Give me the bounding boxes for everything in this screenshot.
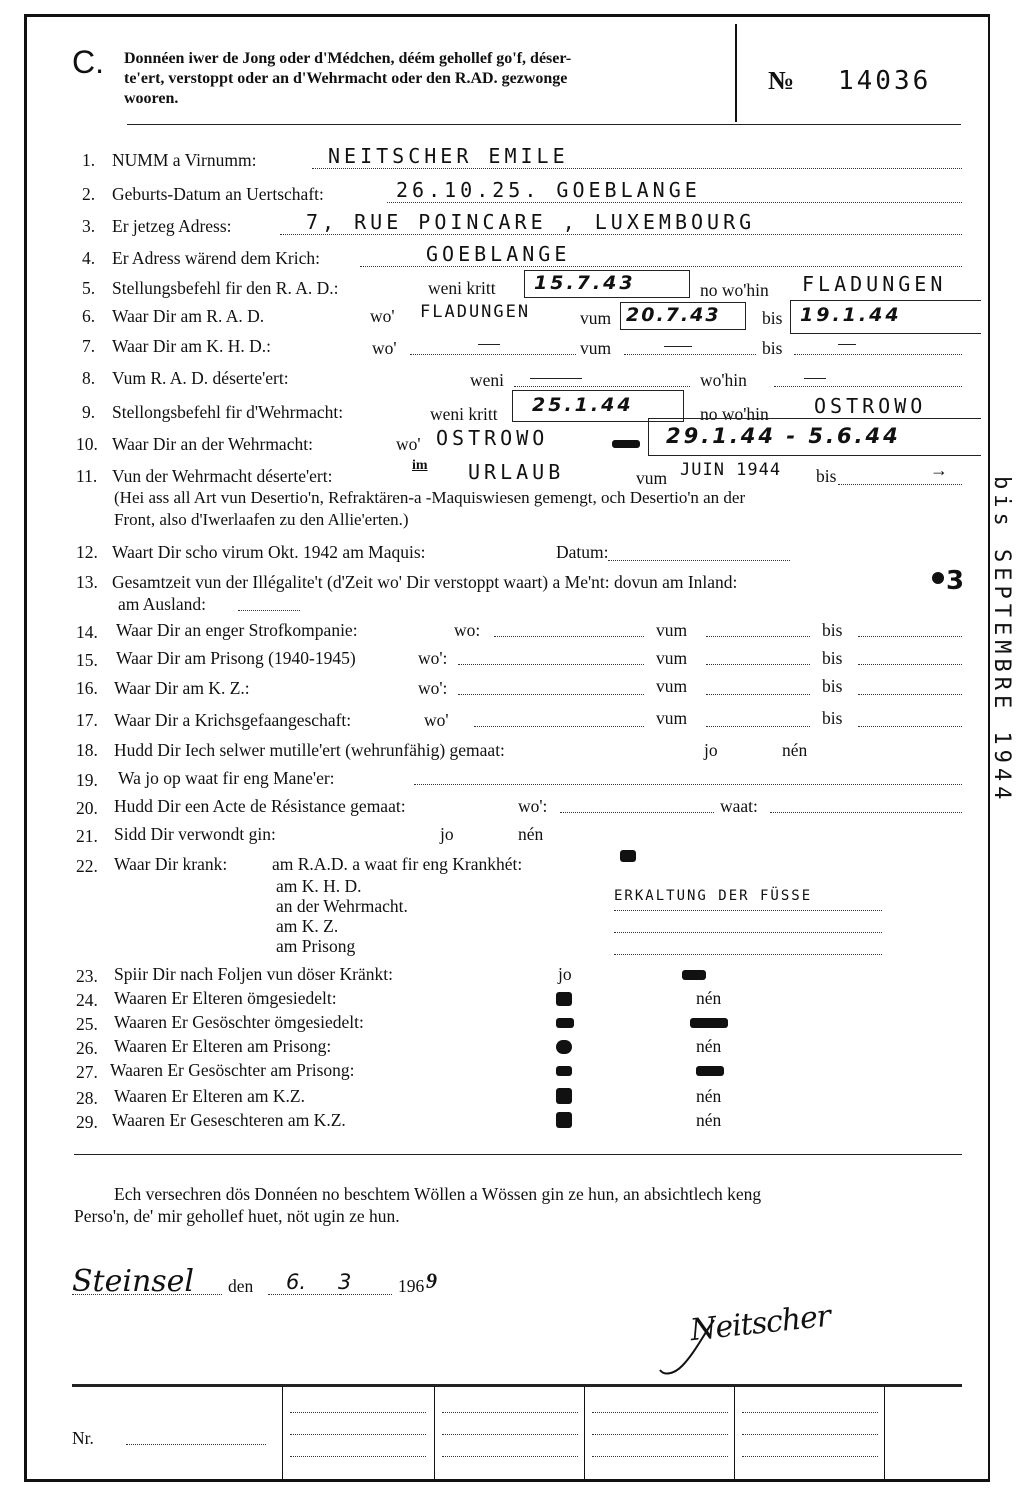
row-27-label: Waaren Er Gesöschter am Prisong: (110, 1060, 355, 1080)
row-19-line (414, 784, 962, 785)
row-11-im: im (412, 458, 428, 473)
footer-col-1 (282, 1386, 283, 1482)
footer-c5-line-3 (742, 1456, 878, 1457)
row-22-line-a (614, 910, 882, 911)
row-25-blot-b (690, 1018, 728, 1028)
row-2-label: Geburts-Datum an Uertschaft: (112, 184, 324, 204)
row-11-label: Vun der Wehrmacht déserte'ert: (112, 466, 333, 486)
row-19-num: 19. (76, 770, 98, 790)
row-7-line-c (794, 354, 962, 355)
row-10-num: 10. (76, 434, 98, 454)
row-16-bis: bis (822, 676, 843, 696)
row-15-line-b (706, 664, 810, 665)
row-24-blot (556, 992, 572, 1006)
footer-c2-line-2 (290, 1434, 426, 1435)
row-8-wohin: wo'hin (700, 370, 747, 390)
footer-rule (72, 1384, 962, 1387)
row-14-label: Waar Dir an enger Strofkompanie: (116, 620, 358, 640)
row-25-num: 25. (76, 1014, 98, 1034)
row-15-vum: vum (656, 648, 688, 668)
row-3-label: Er jetzeg Adress: (112, 216, 232, 236)
row-11-line (838, 484, 962, 485)
row-18-label: Hudd Dir Iech selwer mutille'ert (wehrunfähig) gemaat: (114, 740, 505, 760)
row-18-nen: nén (782, 740, 808, 760)
row-23-jo: jo (558, 964, 572, 984)
row-11-vum: vum (636, 468, 668, 488)
footer-nr-label: Nr. (72, 1428, 94, 1448)
wehrmacht-order-date[interactable]: 25.1.44 (532, 394, 634, 416)
row-13-num: 13. (76, 572, 98, 592)
footer-c2-line-1 (290, 1412, 426, 1413)
row-15-num: 15. (76, 650, 98, 670)
address-value[interactable]: 7, RUE POINCARE , LUXEMBOURG (306, 210, 756, 234)
rad-order-place[interactable]: FLADUNGEN (802, 272, 947, 296)
row-26-nen: nén (696, 1036, 722, 1056)
name-value[interactable]: NEITSCHER EMILE (328, 144, 569, 168)
row-22-blot (620, 850, 636, 862)
row-27-blot-b (696, 1066, 724, 1076)
footer-nr-line (126, 1444, 266, 1445)
row-19-label: Wa jo op waat fir eng Mane'er: (118, 768, 335, 788)
day-line (268, 1294, 340, 1295)
row-14-line-c (858, 636, 962, 637)
row-29-num: 29. (76, 1112, 98, 1132)
signature-flourish (654, 1314, 734, 1378)
row-11-note-1: (Hei ass all Art vun Desertio'n, Refraktären-a -Maquiswiesen gemengt, och Desertio'n an der (114, 488, 746, 507)
row-27-num: 27. (76, 1062, 98, 1082)
row-23-blot (682, 970, 706, 980)
place-line (72, 1294, 222, 1295)
intro-line-2: te'ert, verstoppt oder an d'Wehrmacht oder den R.AD. gezwonge (124, 70, 568, 87)
row-25-blot-a (556, 1018, 574, 1028)
row-7-label: Waar Dir am K. H. D.: (112, 336, 271, 356)
row-7-dash-a (478, 344, 500, 345)
footer-c3-line-1 (442, 1412, 578, 1413)
arrow-icon: → (930, 460, 948, 480)
row-9-label: Stellongsbefehl fir d'Wehrmacht: (112, 402, 344, 422)
row-9-weni: weni kritt (430, 404, 498, 424)
row-24-num: 24. (76, 990, 98, 1010)
row-2-num: 2. (82, 184, 96, 204)
row-16-line-a (458, 694, 644, 695)
declaration-line-1: Ech versechren dös Donnéen no beschtem Wöllen a Wössen gin ze hun, an absichtlech keng (114, 1184, 762, 1204)
row-22-sub-2: am K. H. D. (276, 876, 362, 896)
declaration-line-2: Perso'n, de' mir gehollef huet, nöt ugin ze hun. (74, 1206, 400, 1226)
row-17-num: 17. (76, 710, 98, 730)
footer-col-2 (434, 1386, 435, 1482)
footer-c5-line-1 (742, 1412, 878, 1413)
row-6-bis: bis (762, 308, 783, 328)
row-2-line (387, 202, 962, 203)
row-15-label: Waar Dir am Prisong (1940-1945) (116, 648, 356, 668)
illness-value[interactable]: ERKALTUNG DER FÜSSE (614, 888, 813, 904)
number-sign: № (768, 66, 795, 95)
row-17-wo: wo' (424, 710, 449, 730)
row-22-num: 22. (76, 856, 98, 876)
date-year-printed: 196 (398, 1276, 425, 1296)
row-6-num: 6. (82, 306, 96, 326)
row-5-wohin: no wo'hin (700, 280, 769, 300)
wehrmacht-order-place[interactable]: OSTROWO (814, 394, 927, 418)
row-5-weni: weni kritt (428, 278, 496, 298)
row-22-label: Waar Dir krank: (114, 854, 228, 874)
row-28-blot (556, 1088, 572, 1104)
intro-line-3: wooren. (124, 90, 179, 107)
footer-col-5 (884, 1386, 885, 1482)
row-14-wo: wo: (454, 620, 481, 640)
row-14-line-b (706, 636, 810, 637)
row-7-vum: vum (580, 338, 612, 358)
row-10-label: Waar Dir an der Wehrmacht: (112, 434, 313, 454)
row-7-bis: bis (762, 338, 783, 358)
row-22-line-b (614, 932, 882, 933)
row-21-nen: nén (518, 824, 544, 844)
war-address-value[interactable]: GOEBLANGE (426, 242, 571, 266)
footer-col-4 (734, 1386, 735, 1482)
row-1-num: 1. (82, 150, 96, 170)
rad-order-date[interactable]: 15.7.43 (534, 272, 636, 294)
row-23-num: 23. (76, 966, 98, 986)
row-23-label: Spiir Dir nach Foljen vun döser Kränkt: (114, 964, 393, 984)
row-22-sub-3: an der Wehrmacht. (276, 896, 408, 916)
declaration-rule (74, 1154, 962, 1155)
side-note[interactable]: bis SEPTEMBRE 1944 (989, 476, 1014, 805)
row-21-jo: jo (440, 824, 454, 844)
row-21-num: 21. (76, 826, 98, 846)
row-12-line (608, 560, 790, 561)
row-17-line-b (706, 726, 810, 727)
row-8-line-b (774, 386, 962, 387)
row-3-line (280, 234, 962, 235)
row-5-label: Stellungsbefehl fir den R. A. D.: (112, 278, 339, 298)
row-13-label: Gesamtzeit vun der Illégalite't (d'Zeit wo' Dir verstoppt waart) a Me'nt: dovun am Inland: (112, 572, 738, 592)
footer-c4-line-2 (592, 1434, 728, 1435)
rad-place[interactable]: FLADUNGEN (420, 302, 531, 322)
signed-place[interactable]: Steinsel (72, 1264, 195, 1299)
row-24-nen: nén (696, 988, 722, 1008)
desertion-place[interactable]: URLAUB (468, 460, 565, 484)
row-15-bis: bis (822, 648, 843, 668)
row-16-line-c (858, 694, 962, 695)
row-6-vum: vum (580, 308, 612, 328)
row-8-dash-b (804, 378, 826, 379)
date-den: den (228, 1276, 254, 1296)
row-29-label: Waaren Er Geseschteren am K.Z. (112, 1110, 346, 1130)
date-year-hand[interactable]: 9 (426, 1268, 437, 1293)
rad-to-date[interactable]: 19.1.44 (800, 304, 902, 326)
row-12-datum: Datum: (556, 542, 609, 562)
date-day[interactable]: 6. (286, 1270, 307, 1294)
row-10-wo: wo' (396, 434, 421, 454)
row-13-line (238, 610, 300, 611)
row-7-dash-c (838, 344, 856, 345)
row-9-num: 9. (82, 402, 96, 422)
row-10-blot (612, 440, 640, 448)
row-20-num: 20. (76, 798, 98, 818)
row-8-line-a (514, 386, 690, 387)
inland-months-value[interactable]: 3 (946, 566, 965, 596)
row-4-label: Er Adress wärend dem Krich: (112, 248, 320, 268)
row-11-note-2: Front, also d'Iwerlaafen zu den Allie'erten.) (114, 510, 409, 529)
section-letter: C. (72, 44, 104, 80)
footer-c4-line-1 (592, 1412, 728, 1413)
row-22-sub-4: am K. Z. (276, 916, 339, 936)
row-22-sub-5: am Prisong (276, 936, 356, 956)
row-8-label: Vum R. A. D. déserte'ert: (112, 368, 289, 388)
row-28-nen: nén (696, 1086, 722, 1106)
row-4-num: 4. (82, 248, 96, 268)
row-15-line-c (858, 664, 962, 665)
footer-c3-line-2 (442, 1434, 578, 1435)
row-18-num: 18. (76, 740, 98, 760)
row-13-label-2: am Ausland: (118, 594, 206, 614)
row-16-label: Waar Dir am K. Z.: (114, 678, 250, 698)
row-16-wo: wo': (418, 678, 448, 698)
row-22-line-c (614, 954, 882, 955)
row-18-jo: jo (704, 740, 718, 760)
form-number: 14036 (838, 66, 932, 96)
footer-c2-line-3 (290, 1456, 426, 1457)
wehrmacht-dates[interactable]: 29.1.44 - 5.6.44 (666, 424, 901, 448)
row-17-label: Waar Dir a Krichsgefaangeschaft: (114, 710, 352, 730)
row-1-label: NUMM a Virnumm: (112, 150, 257, 170)
row-16-vum: vum (656, 676, 688, 696)
row-8-dash-a (530, 378, 582, 379)
row-8-weni: weni (470, 370, 505, 390)
row-3-num: 3. (82, 216, 96, 236)
row-17-line-c (858, 726, 962, 727)
row-20-line-a (560, 812, 714, 813)
row-21-label: Sidd Dir verwondt gin: (114, 824, 276, 844)
row-20-waat: waat: (720, 796, 758, 816)
row-22-sub-1: am R.A.D. a waat fir eng Krankhét: (272, 854, 523, 874)
row-14-bis: bis (822, 620, 843, 640)
row-4-line (360, 266, 962, 267)
row-14-vum: vum (656, 620, 688, 640)
row-17-vum: vum (656, 708, 688, 728)
footer-c5-line-2 (742, 1434, 878, 1435)
wehrmacht-place[interactable]: OSTROWO (436, 426, 549, 450)
row-11-num: 11. (76, 466, 98, 486)
row-15-line-a (458, 664, 644, 665)
row-26-label: Waaren Er Elteren am Prisong: (114, 1036, 332, 1056)
row-7-line-b (624, 354, 756, 355)
row-20-label: Hudd Dir een Acte de Résistance gemaat: (114, 796, 406, 816)
row-24-label: Waaren Er Elteren ömgesiedelt: (114, 988, 337, 1008)
row-7-wo: wo' (372, 338, 397, 358)
row-26-blot (556, 1040, 572, 1054)
row-29-nen: nén (696, 1110, 722, 1130)
row-28-label: Waaren Er Elteren am K.Z. (114, 1086, 305, 1106)
row-7-line-a (410, 354, 576, 355)
row-16-line-b (706, 694, 810, 695)
row-7-dash-b (664, 346, 692, 347)
row-26-num: 26. (76, 1038, 98, 1058)
row-5-num: 5. (82, 278, 96, 298)
row-8-num: 8. (82, 368, 96, 388)
row-20-line-b (770, 812, 962, 813)
header-rule (127, 124, 961, 125)
row-28-num: 28. (76, 1088, 98, 1108)
row-1-line (312, 168, 962, 169)
row-15-wo: wo': (418, 648, 448, 668)
footer-c4-line-3 (592, 1456, 728, 1457)
row-20-wo: wo': (518, 796, 548, 816)
signature[interactable]: Neitscher (688, 1298, 832, 1349)
header-divider (735, 24, 737, 122)
row-11-bis: bis (816, 466, 837, 486)
intro-line-1: Donnéen iwer de Jong oder d'Médchen, déém gehollef go'f, déser- (124, 50, 572, 67)
row-16-num: 16. (76, 678, 98, 698)
row-14-num: 14. (76, 622, 98, 642)
row-6-wo: wo' (370, 306, 395, 326)
row-9-wohin: no wo'hin (700, 404, 769, 424)
footer-col-3 (584, 1386, 585, 1482)
row-7-num: 7. (82, 336, 96, 356)
month-line (340, 1294, 392, 1295)
row-25-label: Waaren Er Gesöschter ömgesiedelt: (114, 1012, 364, 1032)
row-17-bis: bis (822, 708, 843, 728)
birth-value[interactable]: 26.10.25. GOEBLANGE (396, 178, 701, 202)
rad-from-date[interactable]: 20.7.43 (626, 304, 721, 326)
row-29-blot (556, 1112, 572, 1128)
desertion-date[interactable]: JUIN 1944 (680, 460, 782, 480)
row-13-blot (932, 572, 944, 584)
footer-c3-line-3 (442, 1456, 578, 1457)
row-17-line-a (474, 726, 644, 727)
row-14-line-a (494, 636, 644, 637)
row-12-label: Waart Dir scho virum Okt. 1942 am Maquis: (112, 542, 426, 562)
date-month[interactable]: 3 (338, 1270, 352, 1294)
row-12-num: 12. (76, 542, 98, 562)
row-6-label: Waar Dir am R. A. D. (112, 306, 265, 326)
row-27-blot-a (556, 1066, 572, 1076)
